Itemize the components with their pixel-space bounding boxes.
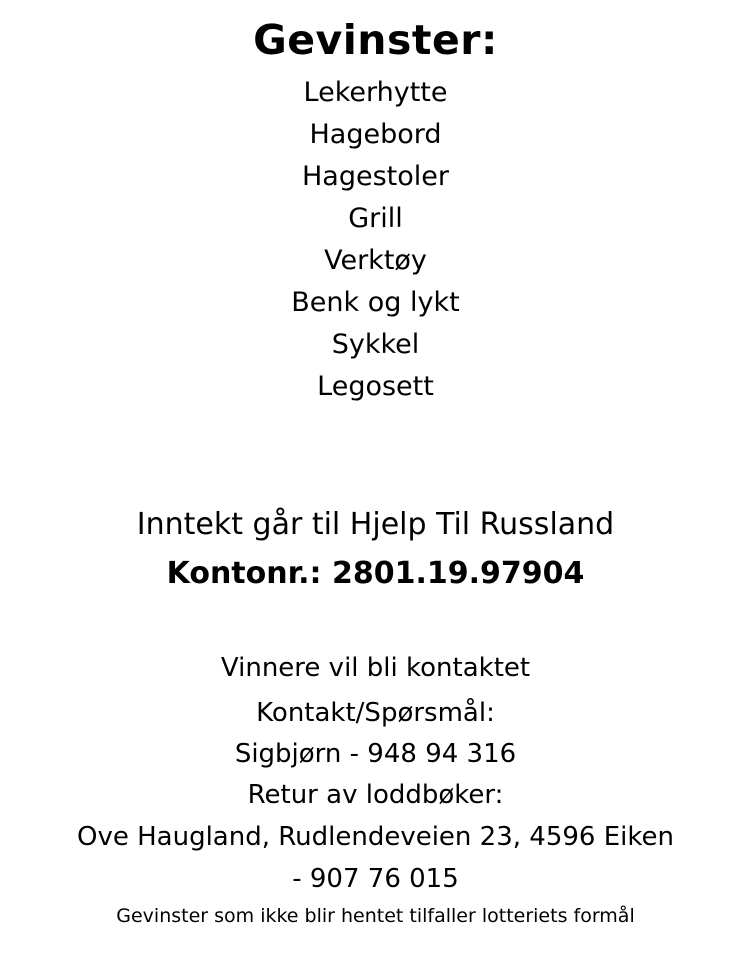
income-text: Inntekt går til Hjelp Til Russland [136, 507, 615, 542]
prize-item: Verktøy [324, 245, 427, 276]
return-phone: - 907 76 015 [292, 864, 459, 894]
return-label: Retur av loddbøker: [247, 780, 504, 810]
prize-item: Lekerhytte [303, 77, 448, 108]
prize-item: Hagestoler [302, 161, 449, 192]
prize-item: Legosett [317, 371, 434, 402]
prize-item: Sykkel [331, 329, 420, 360]
account-number: Kontonr.: 2801.19.97904 [166, 556, 585, 591]
page-title: Gevinster: [253, 16, 498, 64]
return-address: Ove Haugland, Rudlendeveien 23, 4596 Eiken [77, 822, 674, 852]
winners-text: Vinnere vil bli kontaktet [220, 653, 531, 683]
prize-item: Hagebord [309, 119, 442, 150]
contact-person: Sigbjørn - 948 94 316 [234, 739, 517, 769]
contact-label: Kontakt/Spørsmål: [256, 698, 495, 728]
footer-note: Gevinster som ikke blir hentet tilfaller lotteriets formål [116, 905, 635, 927]
prize-item: Benk og lykt [291, 287, 460, 318]
prize-item: Grill [348, 203, 403, 234]
